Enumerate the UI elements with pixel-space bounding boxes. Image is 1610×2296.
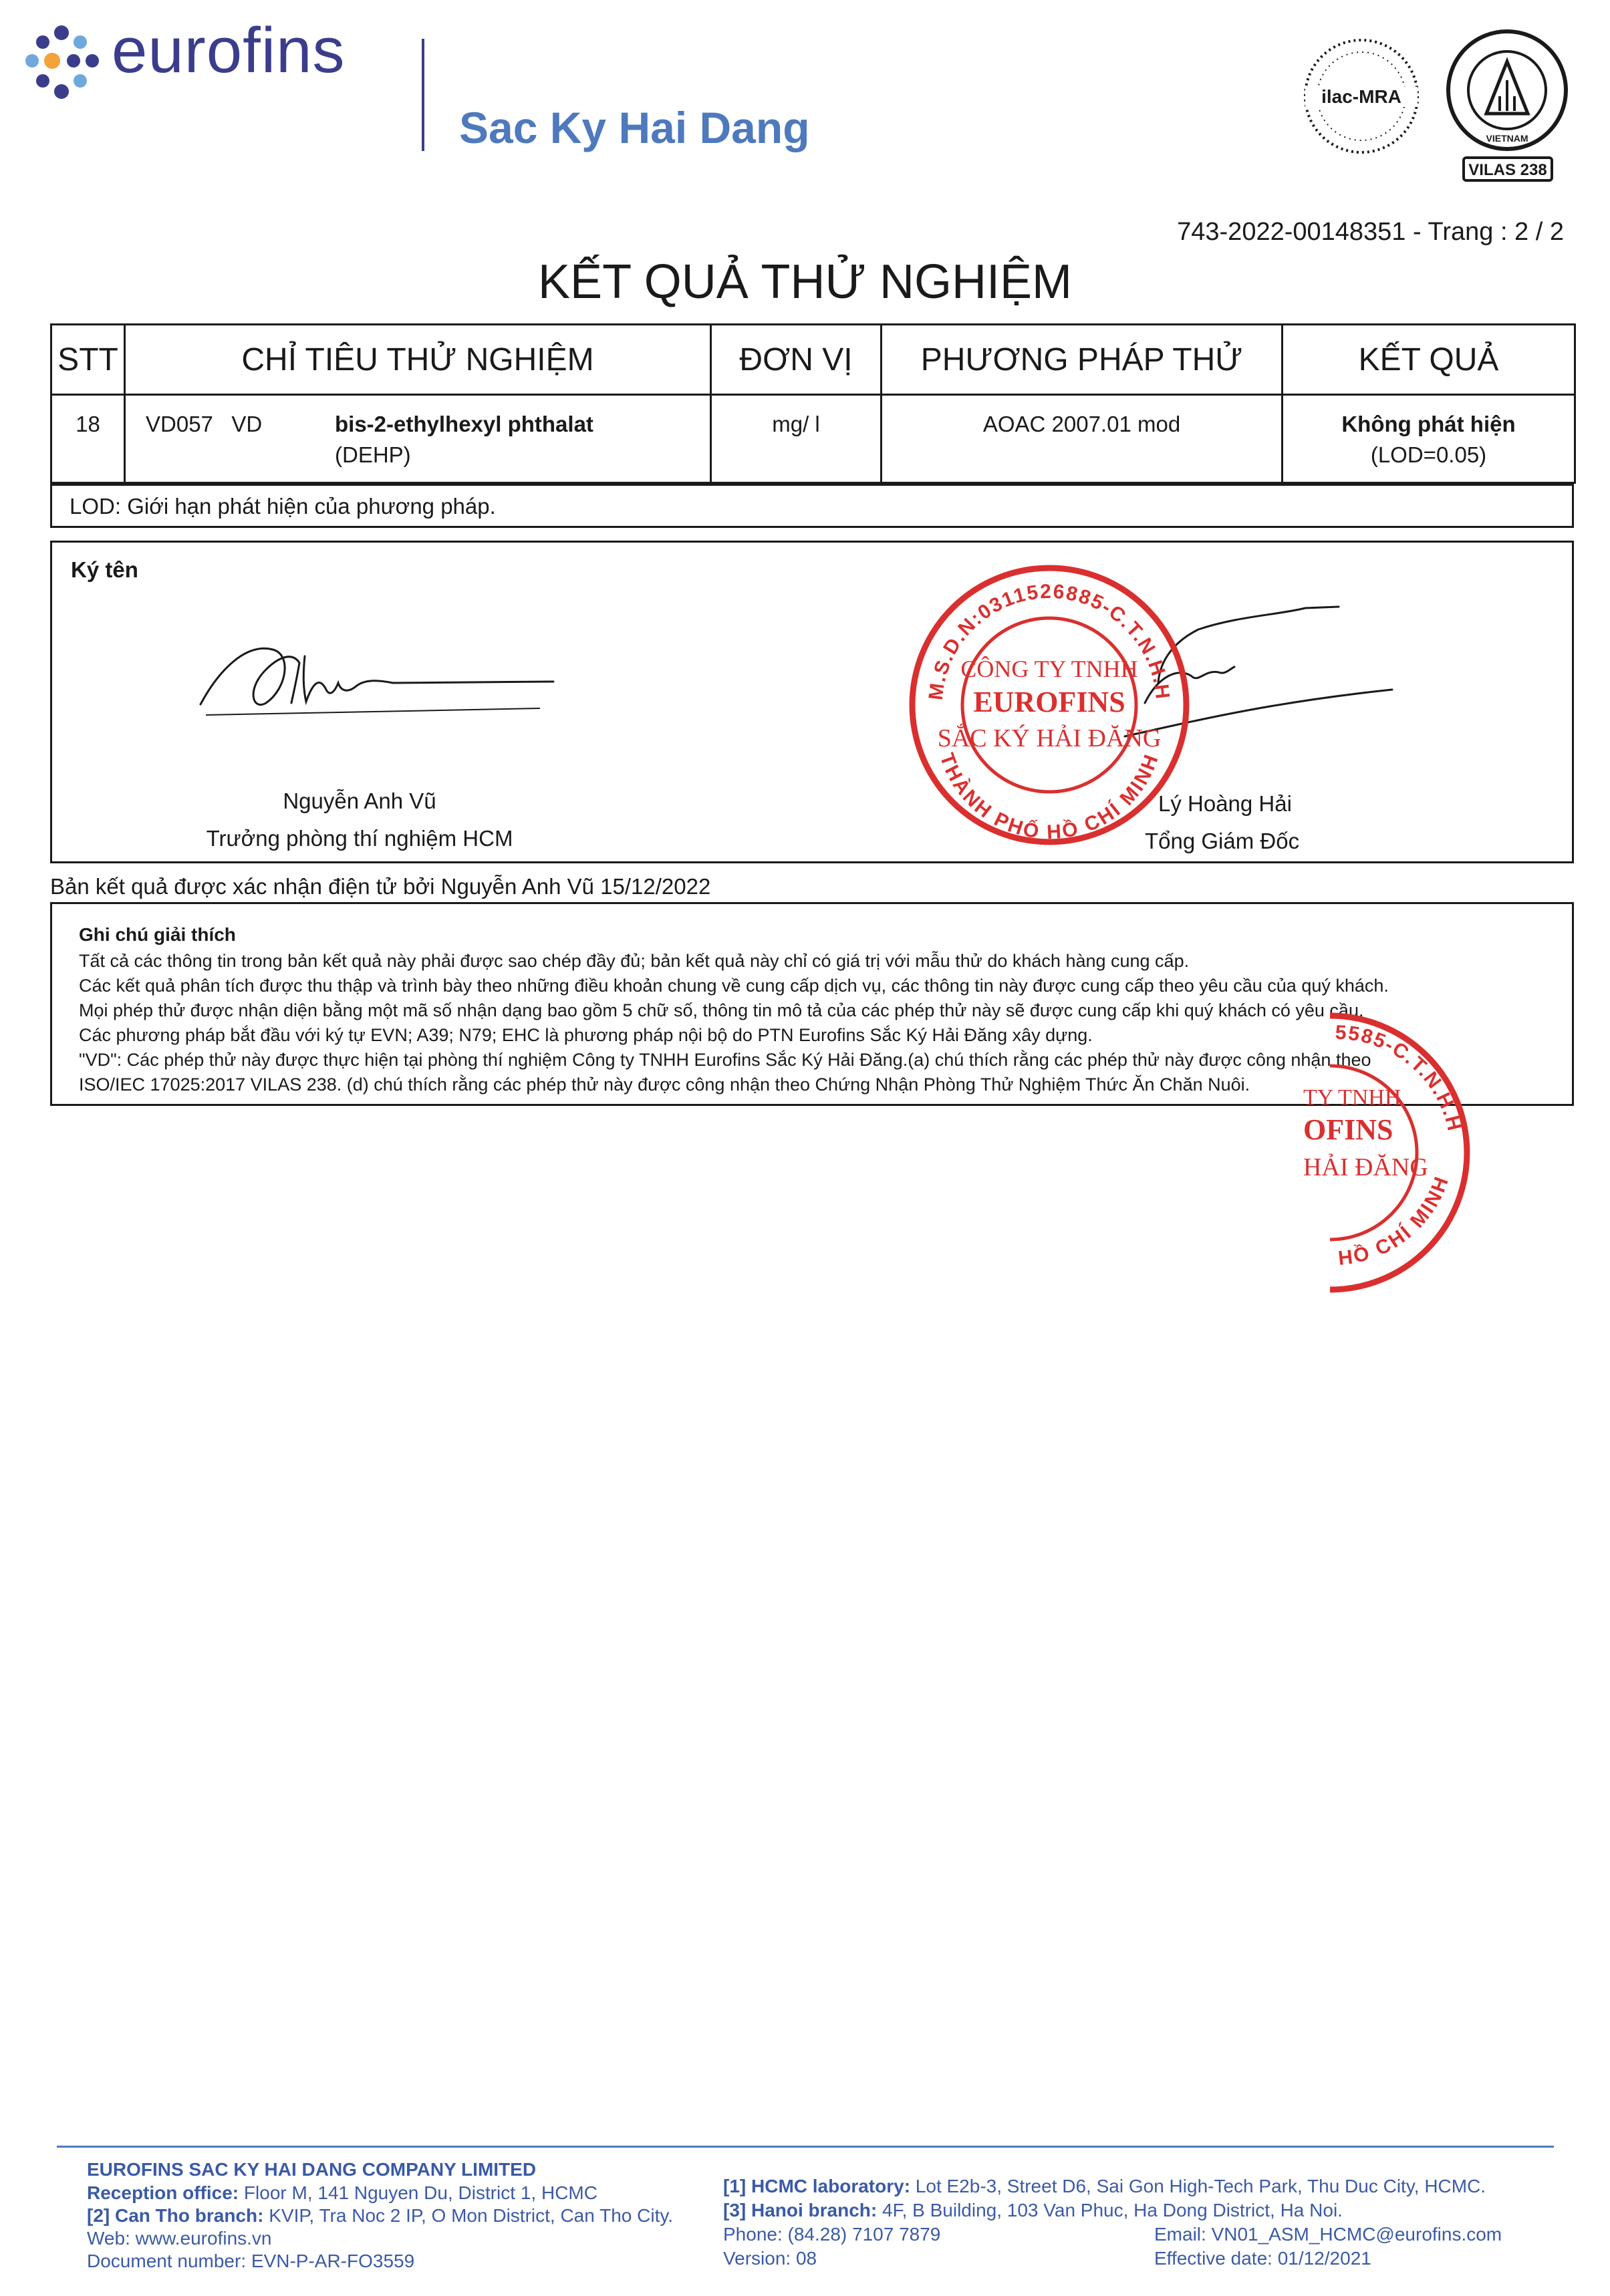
eurofins-logo-text: eurofins bbox=[112, 15, 346, 86]
svg-text:M.S.D.N:0311526885-C.T.N.H.H: M.S.D.N:0311526885-C.T.N.H.H bbox=[924, 580, 1174, 702]
result-value: Không phát hiện bbox=[1341, 412, 1516, 436]
logo-divider bbox=[422, 39, 424, 151]
right-signer-name: Lý Hoàng Hải bbox=[1158, 791, 1292, 816]
accreditation-seal-icon bbox=[1442, 27, 1573, 187]
test-name-line2: (DEHP) bbox=[335, 442, 411, 468]
row-stt: 18 bbox=[51, 395, 125, 483]
svg-text:5585-C.T.N.H.H: 5585-C.T.N.H.H bbox=[1335, 1021, 1466, 1135]
results-header-row bbox=[51, 325, 1575, 395]
notes-line: Mọi phép thử được nhận diện bằng một mã số nhận dạng bao gồm 5 chữ số, thông tin mô tả của các phép thử này sẽ được cung cấp khi quý khách có yêu cầu. bbox=[79, 1000, 1364, 1020]
result-lod: (LOD=0.05) bbox=[1370, 442, 1487, 468]
svg-text:TY TNHH: TY TNHH bbox=[1303, 1085, 1401, 1110]
test-code: VD057 VD bbox=[146, 412, 263, 436]
footer-cantho-label: [2] Can Tho branch: bbox=[87, 2205, 264, 2226]
svg-text:SẮC KÝ HẢI ĐĂNG: SẮC KÝ HẢI ĐĂNG bbox=[937, 724, 1162, 752]
footer-doc-number: Document number: EVN-P-AR-FO3559 bbox=[87, 2251, 415, 2271]
left-signer-name: Nguyễn Anh Vũ bbox=[283, 788, 436, 813]
notes-line: Các kết quả phân tích được thu thập và trình bày theo những điều khoản chung về cung cấp dịch vụ, các thông tin này được cung cấp theo yêu cầu của quý khách. bbox=[79, 976, 1389, 996]
svg-text:OFINS: OFINS bbox=[1303, 1113, 1393, 1146]
test-name bbox=[335, 409, 593, 470]
partial-stamp bbox=[1303, 1006, 1490, 1300]
subsidiary-name: Sac Ky Hai Dang bbox=[459, 103, 810, 152]
footer-hcmc-value: Lot E2b-3, Street D6, Sai Gon High-Tech Park, Thu Duc City, HCMC. bbox=[915, 2176, 1486, 2196]
notes-line: ISO/IEC 17025:2017 VILAS 238. (d) chú thích rằng các phép thử này được công nhận theo Chứng Nhận Phòng Thử Nghiệm Thức Ăn Chăn Nuôi. bbox=[79, 1074, 1250, 1095]
footer-web: Web: www.eurofins.vn bbox=[87, 2228, 272, 2249]
svg-text:EUROFINS: EUROFINS bbox=[973, 686, 1125, 718]
electronic-confirmation: Bản kết quả được xác nhận điện tử bởi Nguyễn Anh Vũ 15/12/2022 bbox=[50, 874, 711, 899]
notes-line: Tất cả các thông tin trong bản kết quả này phải được sao chép đầy đủ; bản kết quả này chỉ có giá trị với mẫu thử do khách hàng cung cấp. bbox=[79, 951, 1190, 971]
row-unit: mg/ l bbox=[711, 395, 882, 483]
footer-hanoi bbox=[723, 2201, 1343, 2220]
footer-cantho-value: KVIP, Tra Noc 2 IP, O Mon District, Can Tho City. bbox=[269, 2205, 674, 2226]
notes-line: Các phương pháp bắt đầu với ký tự EVN; A39; N79; EHC là phương pháp nội bộ do PTN Eurofins Sắc Ký Hải Đăng xây dựng. bbox=[79, 1025, 1093, 1045]
footer-effective-date: Effective date: 01/12/2021 bbox=[1154, 2248, 1371, 2269]
footer-reception-label: Reception office: bbox=[87, 2182, 239, 2203]
company-stamp bbox=[902, 558, 1196, 852]
ilac-mra-icon bbox=[1300, 35, 1423, 158]
header-test: CHỈ TIÊU THỬ NGHIỆM bbox=[125, 325, 711, 395]
svg-text:THÀNH PHỐ HỒ CHÍ MINH: THÀNH PHỐ HỒ CHÍ MINH bbox=[935, 750, 1164, 844]
footer-hcmc bbox=[723, 2177, 1486, 2196]
signature-left bbox=[192, 629, 573, 723]
row-test bbox=[125, 395, 711, 483]
footer-hanoi-value: 4F, B Building, 103 Van Phuc, Ha Dong District, Ha Noi. bbox=[882, 2200, 1343, 2220]
svg-text:CÔNG TY TNHH: CÔNG TY TNHH bbox=[960, 656, 1138, 682]
svg-text:HẢI ĐĂNG: HẢI ĐĂNG bbox=[1303, 1153, 1428, 1181]
notes-title: Ghi chú giải thích bbox=[79, 924, 236, 945]
footer-company: EUROFINS SAC KY HAI DANG COMPANY LIMITED bbox=[87, 2159, 537, 2180]
svg-text:VIETNAM: VIETNAM bbox=[1486, 133, 1528, 144]
footer-phone: Phone: (84.28) 7107 7879 bbox=[723, 2224, 941, 2245]
footer-reception-value: Floor M, 141 Nguyen Du, District 1, HCMC bbox=[243, 2182, 597, 2203]
header-unit: ĐƠN VỊ bbox=[711, 325, 882, 395]
header-result: KẾT QUẢ bbox=[1283, 325, 1575, 395]
footer-hcmc-label: [1] HCMC laboratory: bbox=[723, 2176, 911, 2196]
row-method: AOAC 2007.01 mod bbox=[882, 395, 1283, 483]
table-row bbox=[51, 395, 1575, 483]
footer-reception bbox=[87, 2184, 597, 2202]
footer-email: Email: VN01_ASM_HCMC@eurofins.com bbox=[1154, 2224, 1502, 2245]
header-stt: STT bbox=[51, 325, 125, 395]
signature-box bbox=[50, 541, 1574, 863]
document-title: KẾT QUẢ THỬ NGHIỆM bbox=[538, 255, 1072, 309]
document-reference: 743-2022-00148351 - Trang : 2 / 2 bbox=[1177, 218, 1564, 246]
svg-text:HỒ CHÍ MINH: HỒ CHÍ MINH bbox=[1337, 1172, 1454, 1270]
row-result bbox=[1283, 395, 1575, 483]
footer-divider bbox=[57, 2146, 1554, 2148]
left-signer-title: Trưởng phòng thí nghiệm HCM bbox=[206, 826, 513, 851]
footer-cantho bbox=[87, 2206, 673, 2225]
lod-note: LOD: Giới hạn phát hiện của phương pháp. bbox=[70, 494, 496, 519]
right-signer-title: Tổng Giám Đốc bbox=[1145, 829, 1300, 853]
notes-line: "VD": Các phép thử này được thực hiện tại phòng thí nghiệm Công ty TNHH Eurofins Sắc Ký Hải Đăng.(a) chú thích rằng các phép thử này được công nhận theo bbox=[79, 1050, 1371, 1070]
lod-note-box bbox=[50, 484, 1574, 528]
signature-label: Ký tên bbox=[71, 557, 138, 582]
svg-text:ilac-MRA: ilac-MRA bbox=[1321, 86, 1401, 107]
svg-text:VILAS 238: VILAS 238 bbox=[1468, 161, 1547, 179]
eurofins-logo-icon bbox=[23, 25, 100, 100]
test-name-line1: bis-2-ethylhexyl phthalat bbox=[335, 412, 593, 436]
header-method: PHƯƠNG PHÁP THỬ bbox=[882, 325, 1283, 395]
footer-version: Version: 08 bbox=[723, 2248, 817, 2269]
footer-hanoi-label: [3] Hanoi branch: bbox=[723, 2200, 878, 2220]
results-table bbox=[50, 323, 1576, 484]
